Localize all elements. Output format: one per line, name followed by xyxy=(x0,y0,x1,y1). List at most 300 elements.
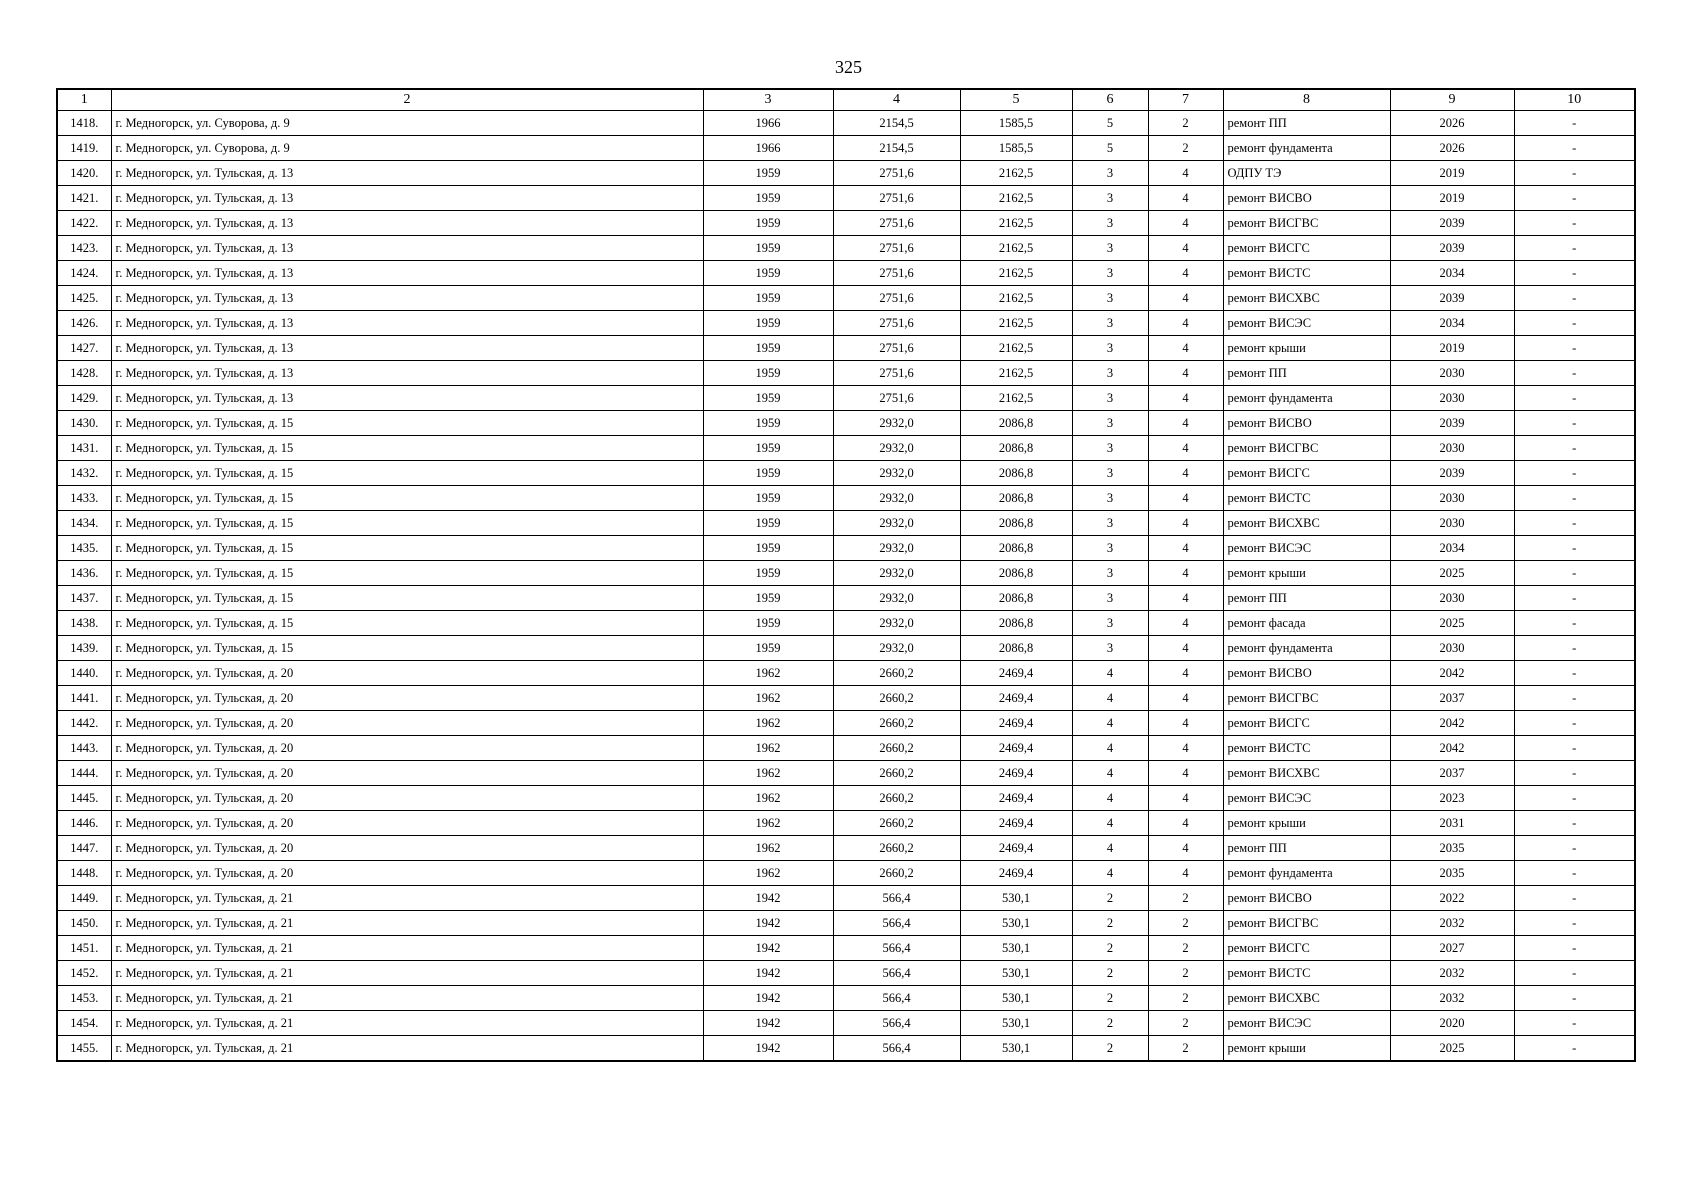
address-cell: г. Медногорск, ул. Тульская, д. 15 xyxy=(111,411,703,436)
planned-year-cell: 2030 xyxy=(1390,386,1514,411)
living-area-cell: 530,1 xyxy=(960,936,1072,961)
address-cell: г. Медногорск, ул. Тульская, д. 21 xyxy=(111,961,703,986)
work-type-cell: ремонт крыши xyxy=(1223,561,1390,586)
entrances-cell: 4 xyxy=(1148,211,1223,236)
year-built-cell: 1959 xyxy=(703,636,833,661)
floors-cell: 3 xyxy=(1072,186,1148,211)
total-area-cell: 566,4 xyxy=(833,1011,960,1036)
floors-cell: 3 xyxy=(1072,461,1148,486)
floors-cell: 3 xyxy=(1072,236,1148,261)
table-row xyxy=(57,961,1635,986)
planned-year-cell: 2039 xyxy=(1390,411,1514,436)
floors-cell: 2 xyxy=(1072,936,1148,961)
planned-year-cell: 2039 xyxy=(1390,461,1514,486)
address-cell: г. Медногорск, ул. Тульская, д. 13 xyxy=(111,261,703,286)
note-cell: - xyxy=(1514,986,1635,1011)
column-header: 8 xyxy=(1223,89,1390,111)
planned-year-cell: 2023 xyxy=(1390,786,1514,811)
note-cell: - xyxy=(1514,886,1635,911)
row-number-cell: 1449. xyxy=(57,886,111,911)
total-area-cell: 2751,6 xyxy=(833,261,960,286)
total-area-cell: 2660,2 xyxy=(833,836,960,861)
address-cell: г. Медногорск, ул. Тульская, д. 20 xyxy=(111,686,703,711)
total-area-cell: 2660,2 xyxy=(833,861,960,886)
floors-cell: 3 xyxy=(1072,586,1148,611)
row-number-cell: 1436. xyxy=(57,561,111,586)
floors-cell: 4 xyxy=(1072,761,1148,786)
entrances-cell: 4 xyxy=(1148,361,1223,386)
entrances-cell: 2 xyxy=(1148,136,1223,161)
floors-cell: 3 xyxy=(1072,511,1148,536)
entrances-cell: 4 xyxy=(1148,586,1223,611)
planned-year-cell: 2020 xyxy=(1390,1011,1514,1036)
total-area-cell: 2751,6 xyxy=(833,211,960,236)
living-area-cell: 2162,5 xyxy=(960,361,1072,386)
entrances-cell: 4 xyxy=(1148,761,1223,786)
year-built-cell: 1962 xyxy=(703,836,833,861)
entrances-cell: 2 xyxy=(1148,936,1223,961)
year-built-cell: 1959 xyxy=(703,586,833,611)
note-cell: - xyxy=(1514,686,1635,711)
table-row xyxy=(57,761,1635,786)
floors-cell: 3 xyxy=(1072,336,1148,361)
floors-cell: 3 xyxy=(1072,286,1148,311)
row-number-cell: 1432. xyxy=(57,461,111,486)
living-area-cell: 2469,4 xyxy=(960,811,1072,836)
entrances-cell: 2 xyxy=(1148,986,1223,1011)
year-built-cell: 1959 xyxy=(703,536,833,561)
entrances-cell: 4 xyxy=(1148,436,1223,461)
entrances-cell: 2 xyxy=(1148,961,1223,986)
row-number-cell: 1437. xyxy=(57,586,111,611)
work-type-cell: ремонт ВИСГВС xyxy=(1223,686,1390,711)
total-area-cell: 2751,6 xyxy=(833,286,960,311)
year-built-cell: 1959 xyxy=(703,436,833,461)
floors-cell: 2 xyxy=(1072,1036,1148,1062)
column-header: 6 xyxy=(1072,89,1148,111)
year-built-cell: 1942 xyxy=(703,911,833,936)
planned-year-cell: 2035 xyxy=(1390,836,1514,861)
address-cell: г. Медногорск, ул. Тульская, д. 15 xyxy=(111,511,703,536)
work-type-cell: ремонт ВИСТС xyxy=(1223,961,1390,986)
work-type-cell: ремонт ВИСГС xyxy=(1223,711,1390,736)
table-row xyxy=(57,561,1635,586)
floors-cell: 4 xyxy=(1072,661,1148,686)
year-built-cell: 1962 xyxy=(703,761,833,786)
year-built-cell: 1959 xyxy=(703,311,833,336)
work-type-cell: ремонт ПП xyxy=(1223,836,1390,861)
table-row xyxy=(57,511,1635,536)
row-number-cell: 1454. xyxy=(57,1011,111,1036)
address-cell: г. Медногорск, ул. Тульская, д. 13 xyxy=(111,236,703,261)
work-type-cell: ремонт ВИСХВС xyxy=(1223,986,1390,1011)
address-cell: г. Медногорск, ул. Тульская, д. 21 xyxy=(111,886,703,911)
entrances-cell: 4 xyxy=(1148,186,1223,211)
living-area-cell: 1585,5 xyxy=(960,111,1072,136)
note-cell: - xyxy=(1514,136,1635,161)
floors-cell: 5 xyxy=(1072,111,1148,136)
table-row xyxy=(57,336,1635,361)
living-area-cell: 2086,8 xyxy=(960,561,1072,586)
note-cell: - xyxy=(1514,311,1635,336)
address-cell: г. Медногорск, ул. Суворова, д. 9 xyxy=(111,111,703,136)
planned-year-cell: 2031 xyxy=(1390,811,1514,836)
planned-year-cell: 2030 xyxy=(1390,586,1514,611)
row-number-cell: 1431. xyxy=(57,436,111,461)
living-area-cell: 530,1 xyxy=(960,986,1072,1011)
row-number-cell: 1422. xyxy=(57,211,111,236)
living-area-cell: 1585,5 xyxy=(960,136,1072,161)
work-type-cell: ремонт крыши xyxy=(1223,336,1390,361)
year-built-cell: 1959 xyxy=(703,561,833,586)
year-built-cell: 1959 xyxy=(703,336,833,361)
address-cell: г. Медногорск, ул. Тульская, д. 20 xyxy=(111,736,703,761)
entrances-cell: 4 xyxy=(1148,536,1223,561)
column-header: 10 xyxy=(1514,89,1635,111)
repair-schedule-table xyxy=(56,88,1636,1062)
total-area-cell: 2660,2 xyxy=(833,761,960,786)
table-row xyxy=(57,436,1635,461)
planned-year-cell: 2034 xyxy=(1390,536,1514,561)
row-number-cell: 1448. xyxy=(57,861,111,886)
address-cell: г. Медногорск, ул. Тульская, д. 13 xyxy=(111,286,703,311)
note-cell: - xyxy=(1514,536,1635,561)
living-area-cell: 2162,5 xyxy=(960,186,1072,211)
work-type-cell: ремонт ВИСЭС xyxy=(1223,786,1390,811)
address-cell: г. Медногорск, ул. Тульская, д. 13 xyxy=(111,386,703,411)
living-area-cell: 2086,8 xyxy=(960,611,1072,636)
row-number-cell: 1453. xyxy=(57,986,111,1011)
floors-cell: 2 xyxy=(1072,961,1148,986)
row-number-cell: 1452. xyxy=(57,961,111,986)
row-number-cell: 1442. xyxy=(57,711,111,736)
total-area-cell: 2932,0 xyxy=(833,436,960,461)
entrances-cell: 4 xyxy=(1148,286,1223,311)
note-cell: - xyxy=(1514,711,1635,736)
planned-year-cell: 2039 xyxy=(1390,286,1514,311)
living-area-cell: 2162,5 xyxy=(960,311,1072,336)
living-area-cell: 2469,4 xyxy=(960,786,1072,811)
note-cell: - xyxy=(1514,361,1635,386)
planned-year-cell: 2019 xyxy=(1390,186,1514,211)
address-cell: г. Медногорск, ул. Тульская, д. 20 xyxy=(111,761,703,786)
living-area-cell: 2086,8 xyxy=(960,486,1072,511)
row-number-cell: 1433. xyxy=(57,486,111,511)
work-type-cell: ремонт ВИСТС xyxy=(1223,486,1390,511)
living-area-cell: 530,1 xyxy=(960,911,1072,936)
floors-cell: 2 xyxy=(1072,911,1148,936)
address-cell: г. Медногорск, ул. Тульская, д. 15 xyxy=(111,436,703,461)
table-row xyxy=(57,836,1635,861)
row-number-cell: 1424. xyxy=(57,261,111,286)
address-cell: г. Медногорск, ул. Тульская, д. 15 xyxy=(111,561,703,586)
total-area-cell: 2751,6 xyxy=(833,386,960,411)
year-built-cell: 1942 xyxy=(703,961,833,986)
year-built-cell: 1959 xyxy=(703,461,833,486)
total-area-cell: 2751,6 xyxy=(833,336,960,361)
work-type-cell: ремонт ПП xyxy=(1223,361,1390,386)
note-cell: - xyxy=(1514,936,1635,961)
row-number-cell: 1429. xyxy=(57,386,111,411)
entrances-cell: 2 xyxy=(1148,1036,1223,1062)
table-row xyxy=(57,186,1635,211)
floors-cell: 4 xyxy=(1072,836,1148,861)
work-type-cell: ремонт ВИСХВС xyxy=(1223,286,1390,311)
living-area-cell: 2086,8 xyxy=(960,461,1072,486)
living-area-cell: 2086,8 xyxy=(960,411,1072,436)
total-area-cell: 566,4 xyxy=(833,886,960,911)
floors-cell: 4 xyxy=(1072,711,1148,736)
work-type-cell: ремонт ВИСВО xyxy=(1223,411,1390,436)
note-cell: - xyxy=(1514,636,1635,661)
address-cell: г. Медногорск, ул. Тульская, д. 13 xyxy=(111,211,703,236)
address-cell: г. Медногорск, ул. Тульская, д. 20 xyxy=(111,811,703,836)
work-type-cell: ремонт ВИСГВС xyxy=(1223,436,1390,461)
year-built-cell: 1959 xyxy=(703,411,833,436)
total-area-cell: 2751,6 xyxy=(833,311,960,336)
total-area-cell: 566,4 xyxy=(833,936,960,961)
address-cell: г. Медногорск, ул. Тульская, д. 21 xyxy=(111,986,703,1011)
row-number-cell: 1445. xyxy=(57,786,111,811)
address-cell: г. Медногорск, ул. Тульская, д. 15 xyxy=(111,611,703,636)
planned-year-cell: 2030 xyxy=(1390,361,1514,386)
row-number-cell: 1440. xyxy=(57,661,111,686)
living-area-cell: 2469,4 xyxy=(960,761,1072,786)
note-cell: - xyxy=(1514,286,1635,311)
work-type-cell: ремонт крыши xyxy=(1223,811,1390,836)
total-area-cell: 2751,6 xyxy=(833,186,960,211)
total-area-cell: 2660,2 xyxy=(833,711,960,736)
living-area-cell: 2086,8 xyxy=(960,586,1072,611)
note-cell: - xyxy=(1514,111,1635,136)
living-area-cell: 530,1 xyxy=(960,961,1072,986)
note-cell: - xyxy=(1514,961,1635,986)
table-row xyxy=(57,586,1635,611)
living-area-cell: 2162,5 xyxy=(960,286,1072,311)
work-type-cell: ремонт ВИСГС xyxy=(1223,236,1390,261)
entrances-cell: 4 xyxy=(1148,836,1223,861)
address-cell: г. Медногорск, ул. Тульская, д. 21 xyxy=(111,1011,703,1036)
floors-cell: 3 xyxy=(1072,636,1148,661)
table-row xyxy=(57,636,1635,661)
work-type-cell: ремонт ПП xyxy=(1223,586,1390,611)
note-cell: - xyxy=(1514,911,1635,936)
planned-year-cell: 2042 xyxy=(1390,711,1514,736)
entrances-cell: 4 xyxy=(1148,511,1223,536)
work-type-cell: ремонт фундамента xyxy=(1223,861,1390,886)
entrances-cell: 2 xyxy=(1148,1011,1223,1036)
planned-year-cell: 2037 xyxy=(1390,686,1514,711)
planned-year-cell: 2034 xyxy=(1390,311,1514,336)
address-cell: г. Медногорск, ул. Тульская, д. 15 xyxy=(111,636,703,661)
table-row xyxy=(57,111,1635,136)
table-row xyxy=(57,811,1635,836)
entrances-cell: 4 xyxy=(1148,861,1223,886)
total-area-cell: 2932,0 xyxy=(833,536,960,561)
row-number-cell: 1438. xyxy=(57,611,111,636)
floors-cell: 4 xyxy=(1072,686,1148,711)
note-cell: - xyxy=(1514,836,1635,861)
year-built-cell: 1942 xyxy=(703,1036,833,1062)
table-row xyxy=(57,1036,1635,1062)
row-number-cell: 1443. xyxy=(57,736,111,761)
work-type-cell: ремонт ВИСВО xyxy=(1223,661,1390,686)
table-row xyxy=(57,536,1635,561)
year-built-cell: 1962 xyxy=(703,861,833,886)
total-area-cell: 566,4 xyxy=(833,961,960,986)
planned-year-cell: 2034 xyxy=(1390,261,1514,286)
table-row xyxy=(57,661,1635,686)
entrances-cell: 4 xyxy=(1148,786,1223,811)
entrances-cell: 4 xyxy=(1148,686,1223,711)
table-row xyxy=(57,386,1635,411)
year-built-cell: 1942 xyxy=(703,1011,833,1036)
floors-cell: 3 xyxy=(1072,386,1148,411)
year-built-cell: 1962 xyxy=(703,711,833,736)
work-type-cell: ремонт ВИСГВС xyxy=(1223,211,1390,236)
column-header: 5 xyxy=(960,89,1072,111)
row-number-cell: 1419. xyxy=(57,136,111,161)
floors-cell: 3 xyxy=(1072,361,1148,386)
address-cell: г. Медногорск, ул. Тульская, д. 13 xyxy=(111,311,703,336)
table-row xyxy=(57,261,1635,286)
floors-cell: 4 xyxy=(1072,736,1148,761)
living-area-cell: 2469,4 xyxy=(960,861,1072,886)
row-number-cell: 1427. xyxy=(57,336,111,361)
planned-year-cell: 2032 xyxy=(1390,961,1514,986)
entrances-cell: 4 xyxy=(1148,661,1223,686)
total-area-cell: 2932,0 xyxy=(833,486,960,511)
note-cell: - xyxy=(1514,261,1635,286)
living-area-cell: 2162,5 xyxy=(960,236,1072,261)
address-cell: г. Медногорск, ул. Тульская, д. 20 xyxy=(111,661,703,686)
address-cell: г. Медногорск, ул. Тульская, д. 15 xyxy=(111,461,703,486)
row-number-cell: 1430. xyxy=(57,411,111,436)
entrances-cell: 4 xyxy=(1148,236,1223,261)
column-number-header-row xyxy=(57,89,1635,111)
planned-year-cell: 2039 xyxy=(1390,236,1514,261)
table-row xyxy=(57,461,1635,486)
floors-cell: 4 xyxy=(1072,786,1148,811)
note-cell: - xyxy=(1514,611,1635,636)
floors-cell: 3 xyxy=(1072,311,1148,336)
note-cell: - xyxy=(1514,1036,1635,1062)
year-built-cell: 1959 xyxy=(703,386,833,411)
column-header: 4 xyxy=(833,89,960,111)
living-area-cell: 2086,8 xyxy=(960,511,1072,536)
row-number-cell: 1439. xyxy=(57,636,111,661)
planned-year-cell: 2019 xyxy=(1390,161,1514,186)
year-built-cell: 1962 xyxy=(703,686,833,711)
total-area-cell: 2932,0 xyxy=(833,586,960,611)
work-type-cell: ремонт фундамента xyxy=(1223,386,1390,411)
floors-cell: 2 xyxy=(1072,1011,1148,1036)
row-number-cell: 1434. xyxy=(57,511,111,536)
work-type-cell: ремонт ВИСХВС xyxy=(1223,761,1390,786)
note-cell: - xyxy=(1514,561,1635,586)
address-cell: г. Медногорск, ул. Тульская, д. 21 xyxy=(111,1036,703,1062)
entrances-cell: 4 xyxy=(1148,461,1223,486)
planned-year-cell: 2042 xyxy=(1390,736,1514,761)
column-header: 3 xyxy=(703,89,833,111)
floors-cell: 3 xyxy=(1072,436,1148,461)
work-type-cell: ремонт ВИСЭС xyxy=(1223,1011,1390,1036)
entrances-cell: 4 xyxy=(1148,486,1223,511)
row-number-cell: 1428. xyxy=(57,361,111,386)
address-cell: г. Медногорск, ул. Тульская, д. 13 xyxy=(111,161,703,186)
row-number-cell: 1444. xyxy=(57,761,111,786)
work-type-cell: ремонт ВИСГС xyxy=(1223,461,1390,486)
work-type-cell: ремонт фасада xyxy=(1223,611,1390,636)
planned-year-cell: 2030 xyxy=(1390,636,1514,661)
note-cell: - xyxy=(1514,461,1635,486)
total-area-cell: 2660,2 xyxy=(833,811,960,836)
living-area-cell: 2469,4 xyxy=(960,661,1072,686)
total-area-cell: 2751,6 xyxy=(833,236,960,261)
table-row xyxy=(57,611,1635,636)
table-row xyxy=(57,161,1635,186)
living-area-cell: 2162,5 xyxy=(960,336,1072,361)
row-number-cell: 1441. xyxy=(57,686,111,711)
floors-cell: 3 xyxy=(1072,486,1148,511)
work-type-cell: ремонт фундамента xyxy=(1223,636,1390,661)
table-row xyxy=(57,486,1635,511)
living-area-cell: 2086,8 xyxy=(960,636,1072,661)
note-cell: - xyxy=(1514,511,1635,536)
note-cell: - xyxy=(1514,736,1635,761)
year-built-cell: 1959 xyxy=(703,161,833,186)
work-type-cell: ремонт крыши xyxy=(1223,1036,1390,1062)
address-cell: г. Медногорск, ул. Тульская, д. 21 xyxy=(111,911,703,936)
table-row xyxy=(57,711,1635,736)
row-number-cell: 1446. xyxy=(57,811,111,836)
living-area-cell: 2086,8 xyxy=(960,436,1072,461)
address-cell: г. Медногорск, ул. Тульская, д. 15 xyxy=(111,586,703,611)
year-built-cell: 1942 xyxy=(703,936,833,961)
planned-year-cell: 2030 xyxy=(1390,436,1514,461)
entrances-cell: 4 xyxy=(1148,411,1223,436)
row-number-cell: 1455. xyxy=(57,1036,111,1062)
planned-year-cell: 2025 xyxy=(1390,1036,1514,1062)
entrances-cell: 4 xyxy=(1148,811,1223,836)
total-area-cell: 566,4 xyxy=(833,911,960,936)
entrances-cell: 4 xyxy=(1148,161,1223,186)
year-built-cell: 1959 xyxy=(703,361,833,386)
planned-year-cell: 2039 xyxy=(1390,211,1514,236)
table-row xyxy=(57,411,1635,436)
work-type-cell: ремонт ПП xyxy=(1223,111,1390,136)
note-cell: - xyxy=(1514,411,1635,436)
row-number-cell: 1435. xyxy=(57,536,111,561)
note-cell: - xyxy=(1514,1011,1635,1036)
living-area-cell: 2086,8 xyxy=(960,536,1072,561)
table-row xyxy=(57,911,1635,936)
planned-year-cell: 2037 xyxy=(1390,761,1514,786)
note-cell: - xyxy=(1514,186,1635,211)
address-cell: г. Медногорск, ул. Тульская, д. 13 xyxy=(111,186,703,211)
year-built-cell: 1942 xyxy=(703,886,833,911)
table-row xyxy=(57,1011,1635,1036)
entrances-cell: 4 xyxy=(1148,736,1223,761)
column-header: 9 xyxy=(1390,89,1514,111)
year-built-cell: 1966 xyxy=(703,136,833,161)
entrances-cell: 4 xyxy=(1148,611,1223,636)
total-area-cell: 2154,5 xyxy=(833,111,960,136)
entrances-cell: 4 xyxy=(1148,636,1223,661)
living-area-cell: 2469,4 xyxy=(960,686,1072,711)
year-built-cell: 1959 xyxy=(703,486,833,511)
table-row xyxy=(57,136,1635,161)
